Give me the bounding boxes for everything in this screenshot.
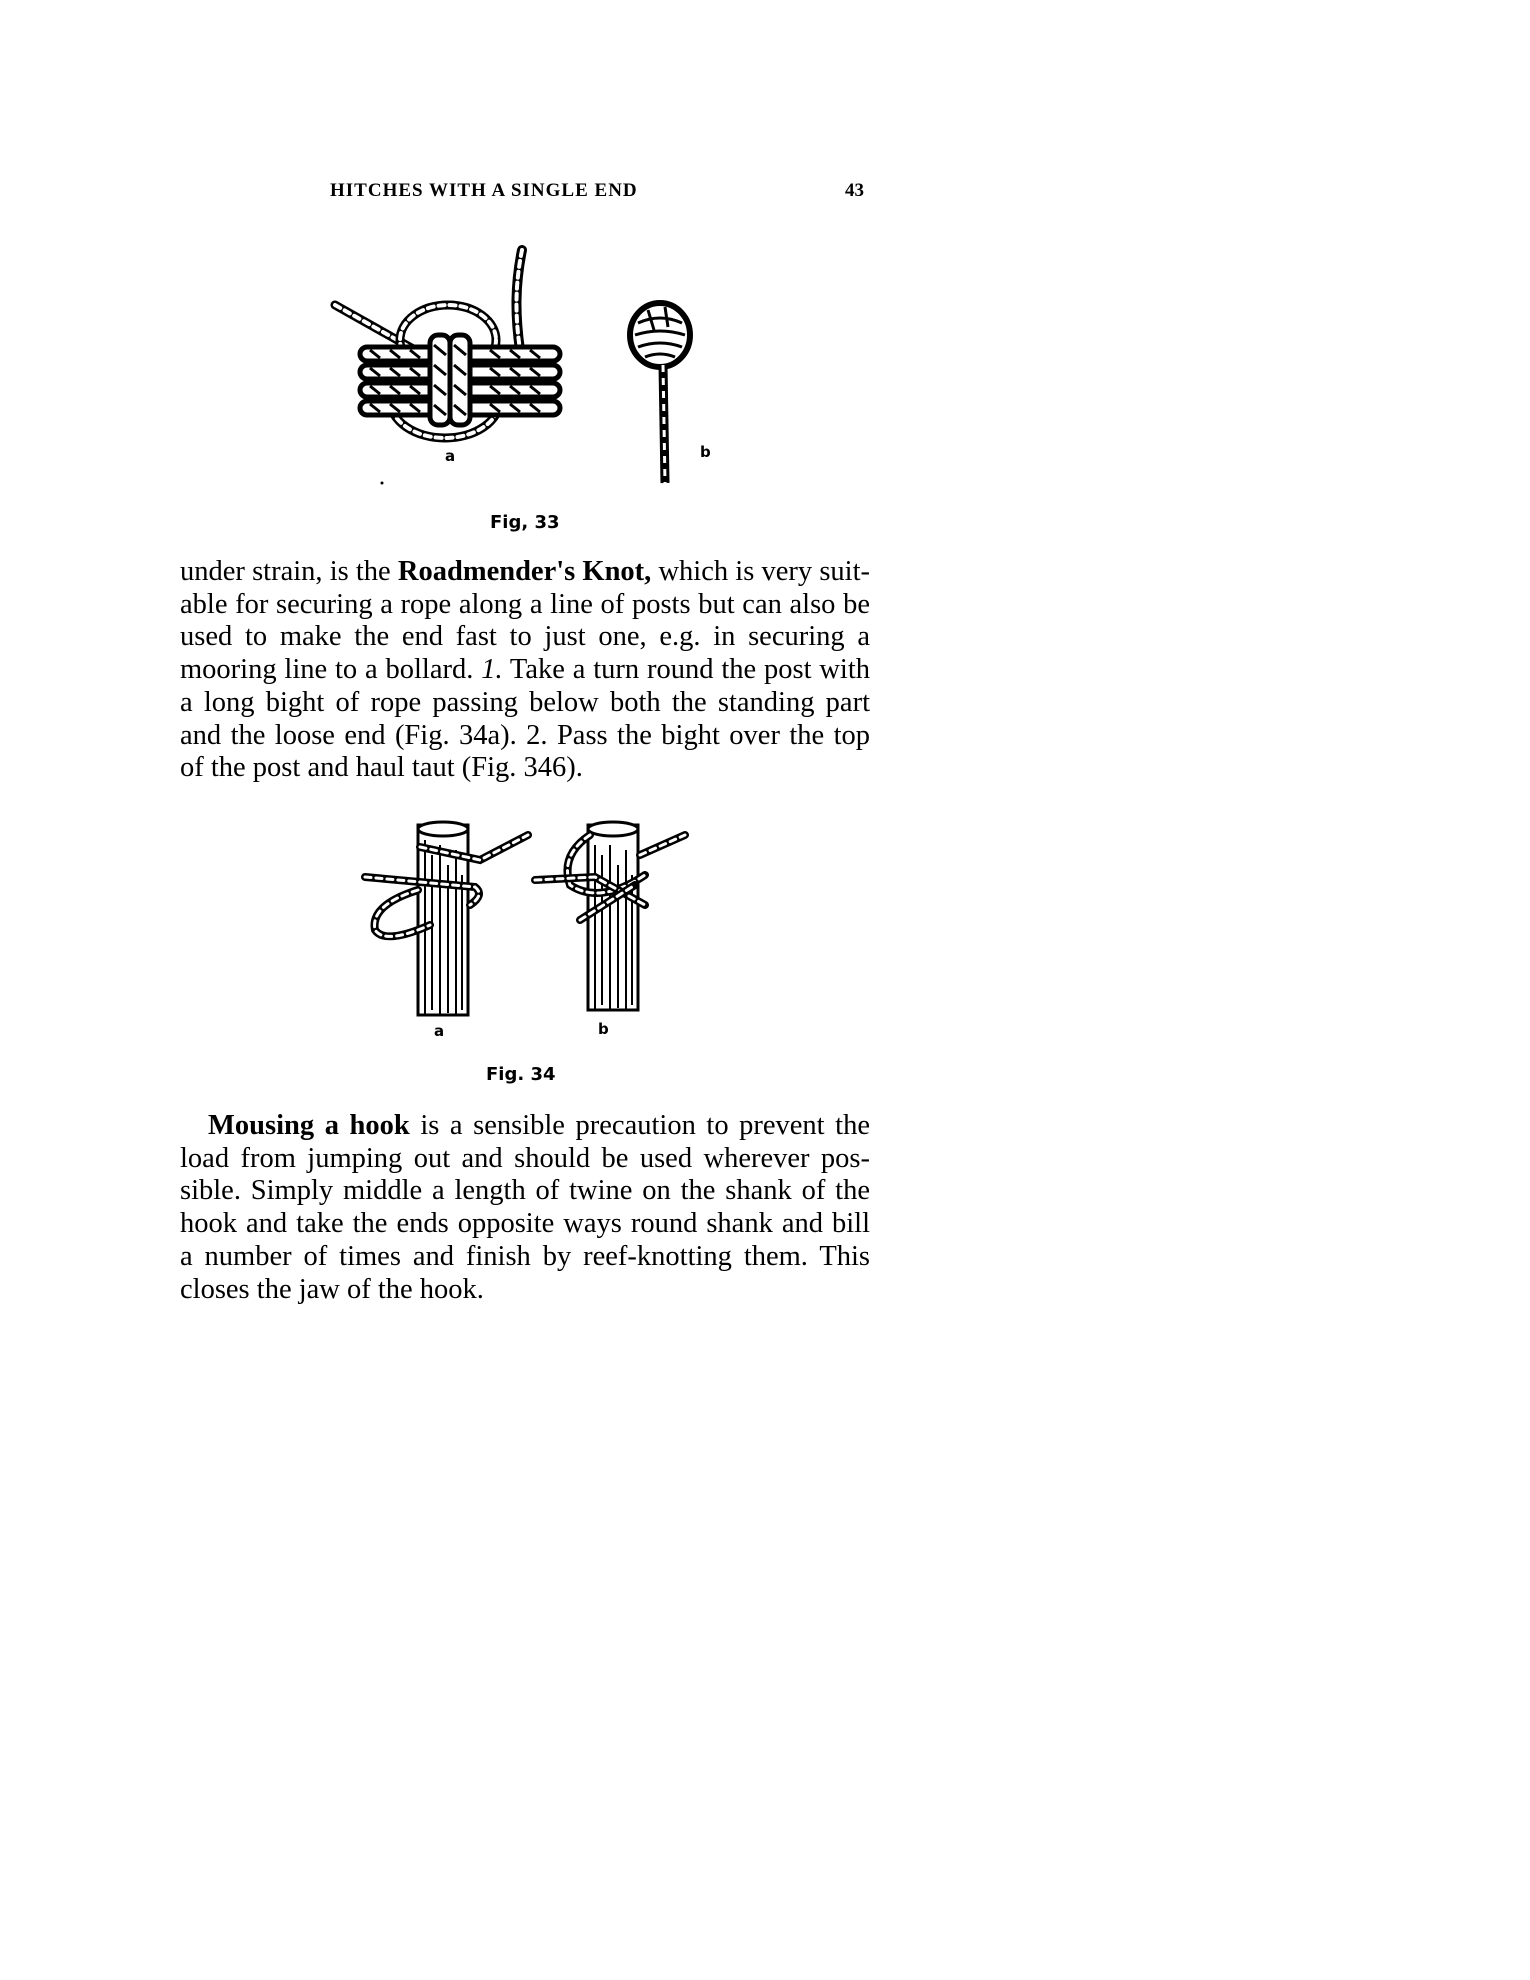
running-title: HITCHES WITH A SINGLE END <box>330 180 638 201</box>
paragraph-roadmenders-knot <box>180 556 870 785</box>
fig33a-rope-coil-illustration <box>320 235 740 495</box>
figure-33 <box>320 235 740 495</box>
fig34-panel-b-label: b <box>598 1020 609 1038</box>
term-roadmenders-knot: Roadmender's Knot, <box>397 556 652 587</box>
fig34-post-illustrations <box>350 815 690 1045</box>
para1-lead: under strain, is the <box>180 556 398 587</box>
fig34-panel-a-label: a <box>434 1022 445 1040</box>
fig33-caption: Fig, 33 <box>490 512 560 533</box>
running-head <box>330 180 870 210</box>
figure-34 <box>350 815 690 1045</box>
para2-rest: is a sensible precaution to prevent the load from jumping out and should be used wherever possible. Simply middle a length of twine on the shank of the hook and take the ends opposite ways round shank and bill a number of times and finish by reef-knotting them. This closes the jaw of the hook. <box>180 1110 871 1305</box>
fig33-panel-a-label: a <box>445 447 456 465</box>
fig34-caption: Fig. 34 <box>486 1064 556 1085</box>
paragraph-mousing-a-hook <box>180 1110 870 1306</box>
para1-part3: Take a turn round the post with a long bight of rope passing below both the standing part and the loose end (Fig. 34a). 2. Pass the bight over the top of the post and haul taut (Fig. 346). <box>180 654 871 784</box>
step-1-number: 1. <box>481 654 503 686</box>
term-mousing-a-hook: Mousing a hook <box>208 1110 410 1141</box>
page-number: 43 <box>845 180 864 201</box>
fig33-panel-b-label: b <box>700 443 711 461</box>
para1-part2: which is very suitable for securing a rope along a line of posts but can also be used to make the end fast to just one, e.g. in securing a mooring line to a bollard. <box>180 556 870 686</box>
